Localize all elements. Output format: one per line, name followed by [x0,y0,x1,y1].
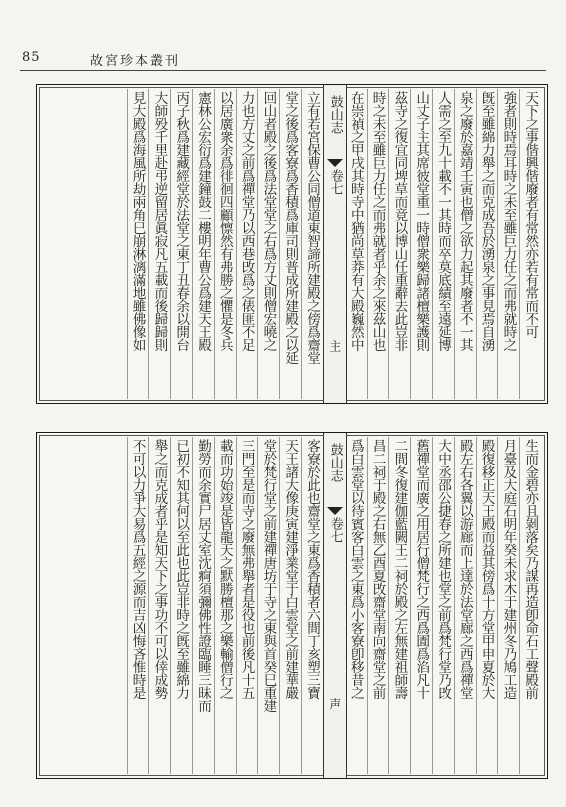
text-column: 舊禪堂而廣之用居行僧梵行之西爲圊爲淊凡十 [410,437,431,774]
strip-volume: 卷七 [327,517,343,543]
fish-tail-mark-icon [327,507,343,515]
text-column: 大師殁千里赴弔逆留居眞寂凡五載而後歸歸則 [148,89,169,399]
top-columns [37,85,547,403]
center-strip [323,433,347,778]
text-column: 三門至是而寺之廢無弗舉者是役也前後凡十五 [236,437,257,774]
text-column: 回山者殿之後爲法堂堂之右爲方丈則僧宏曉之 [257,89,278,399]
text-column: 勤勞而余實尸居丈室沈痾須彌佛性證臨睡三昧而 [192,437,213,774]
text-column: 昌二祠于殿之右無乙酉夏攺齋堂南向齋堂之前 [367,437,388,774]
text-column: 已初不知其何以至此也此豈非時之旣至雖綿力 [170,437,191,774]
fish-tail-mark-icon [327,159,343,167]
text-column: 立有若宮保曹公同僧道東智諦所建殿之傍爲齋堂 [301,89,322,399]
strip-title: 鼓山志 [327,443,343,482]
text-column: 生而金碧亦且剝落矣乃謀再造卽命石工聲殿前 [519,437,540,774]
top-text-block [36,84,548,404]
text-column: 見大殿爲海風所劫兩角巳崩淋漓滿地雖佛像如 [127,89,148,399]
text-column: 強者則時焉耳時之未至雖巨力任之而弗就時之 [497,89,518,399]
page-number: 85 [22,50,41,65]
text-column: 山丈子主其席彼堂重一時僧衆樂歸諸檀樂護則 [410,89,431,399]
text-column: 客寮於此也齋堂之東爲香積者六間丁亥塑三寶 [301,437,322,774]
text-column: 丙子秋爲建藏經堂於法堂之東丁丑春余以開台 [170,89,191,399]
text-column: 爲白雲堂以待賓客白雲之東爲小客寮卽移昔之 [345,437,366,774]
text-column: 舉之而克成者乎是知天下之事功不可以倖成勢 [148,437,169,774]
text-column: 天王諸大像庚寅建淨業堂于白雲堂之前建華嚴 [279,437,300,774]
text-column: 茲寺之復宜同埤草而竟以博山任重辭去此豈非 [388,89,409,399]
text-column: 載而功始竣是皆龍天之默勝檀那之樂輸僧行之 [214,437,235,774]
text-column: 月臺及大庭石明年癸未求木于建州冬乃鳩工造 [497,437,518,774]
bottom-columns [37,433,547,778]
bottom-text-block [36,432,548,779]
text-column: 時之未至雖巨力任之而弗就者乎余之來茲山也 [367,89,388,399]
text-column: 憲林公宏衍爲建鐘鼓二樓明年曹公爲建天王殿 [192,89,213,399]
strip-title: 鼓山志 [327,95,343,134]
folio-number: 声 [327,698,342,710]
folio-number: 主 [327,340,342,352]
text-column: 力也方丈之前爲禪堂乃以西巷攺爲之俵匪不足 [236,89,257,399]
text-column: 堂之後爲客寮爲香積爲庫司則普成所建殿之以延 [279,89,300,399]
text-column: 以居廣衆余爲徘徊四顧懔然有弗勝之懼是冬兵 [214,89,235,399]
text-column: 堂於梵行堂之前建禪唐坊于寺之東與首癸巳重建 [257,437,278,774]
series-title: 故宮珍本叢刊 [90,54,181,69]
text-column: 旣至雖綿力舉之而克成吾於湧泉之事見焉自湧 [476,89,497,399]
text-column: 大中丞邵公捷春之所建也堂之前爲梵行堂乃攺 [432,437,453,774]
page-header [0,0,566,70]
text-column: 天下之事偕興偕廢者有常然亦若有常而不可 [519,89,540,399]
text-column: 人需之至九十載不一其時而卒莫底績至遠延博 [432,89,453,399]
strip-volume: 卷七 [327,169,343,195]
text-column: 殿復移正天王殿而益其傍爲十方堂甲申夏於大 [476,437,497,774]
header-rule [20,70,546,71]
text-column: 二間冬復建伽藍闕王二祠於殿之左無建祖師壽 [388,437,409,774]
text-column: 在崇禎之甲戌其時寺中猶尚草莽有大殿巍然中 [345,89,366,399]
text-column: 泉之廢於嘉靖壬寅也僧之欲力起其廢者不一其 [454,89,475,399]
center-strip [323,85,347,403]
text-column: 不可以力爭大易爲五經之源而吉凶悔吝惟時是 [127,437,148,774]
text-column: 殿左右各翼以游廊而上達於法堂廊之西爲禪堂 [454,437,475,774]
